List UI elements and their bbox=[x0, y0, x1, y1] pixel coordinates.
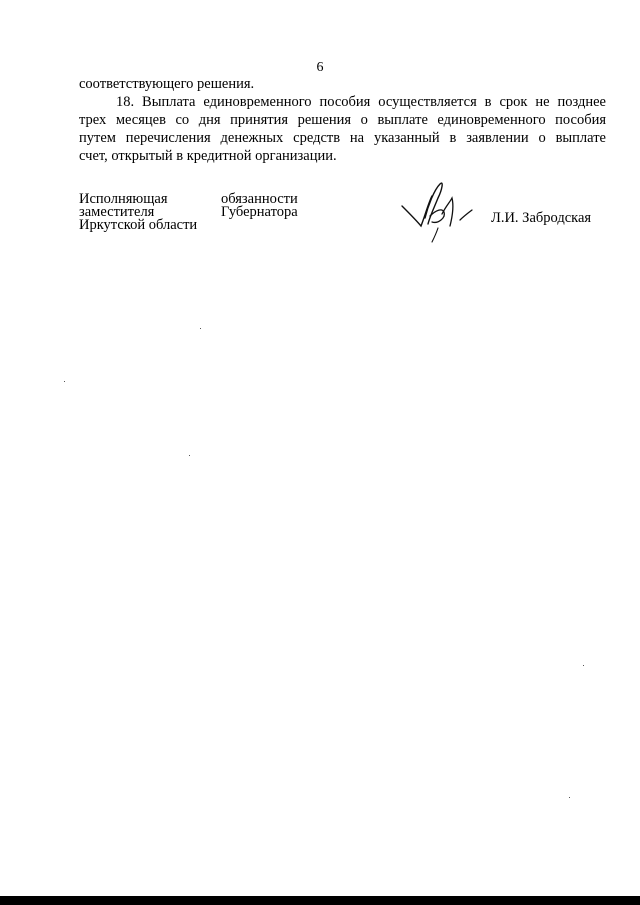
scan-speck bbox=[583, 665, 584, 666]
signatory-position-word: Исполняющая bbox=[79, 191, 168, 207]
body-text-line: соответствующего решения. bbox=[79, 76, 255, 92]
signatory-position-word: обязанности bbox=[221, 191, 298, 207]
scan-speck bbox=[200, 328, 201, 329]
signatory-name: Л.И. Забродская bbox=[491, 210, 592, 226]
paragraph-18-line-1: 18. Выплата единовременного пособия осуществляется в срок не позднее bbox=[116, 94, 606, 110]
scan-speck bbox=[64, 381, 65, 382]
scan-edge-bar bbox=[0, 896, 640, 905]
signatory-region: Иркутской области bbox=[79, 217, 198, 233]
paragraph-18-line-2: трех месяцев со дня принятия решения о выплате единовременного пособия bbox=[79, 112, 606, 128]
page-number: 6 bbox=[316, 60, 324, 75]
handwritten-signature bbox=[392, 176, 482, 246]
scan-speck bbox=[569, 797, 570, 798]
signatory-position-word: заместителя bbox=[79, 204, 155, 220]
paragraph-18-line-4: счет, открытый в кредитной организации. bbox=[79, 148, 337, 164]
scan-speck bbox=[189, 455, 190, 456]
paragraph-18-line-3: путем перечисления денежных средств на указанный в заявлении о выплате bbox=[79, 130, 606, 146]
signatory-position-word: Губернатора bbox=[221, 204, 298, 220]
